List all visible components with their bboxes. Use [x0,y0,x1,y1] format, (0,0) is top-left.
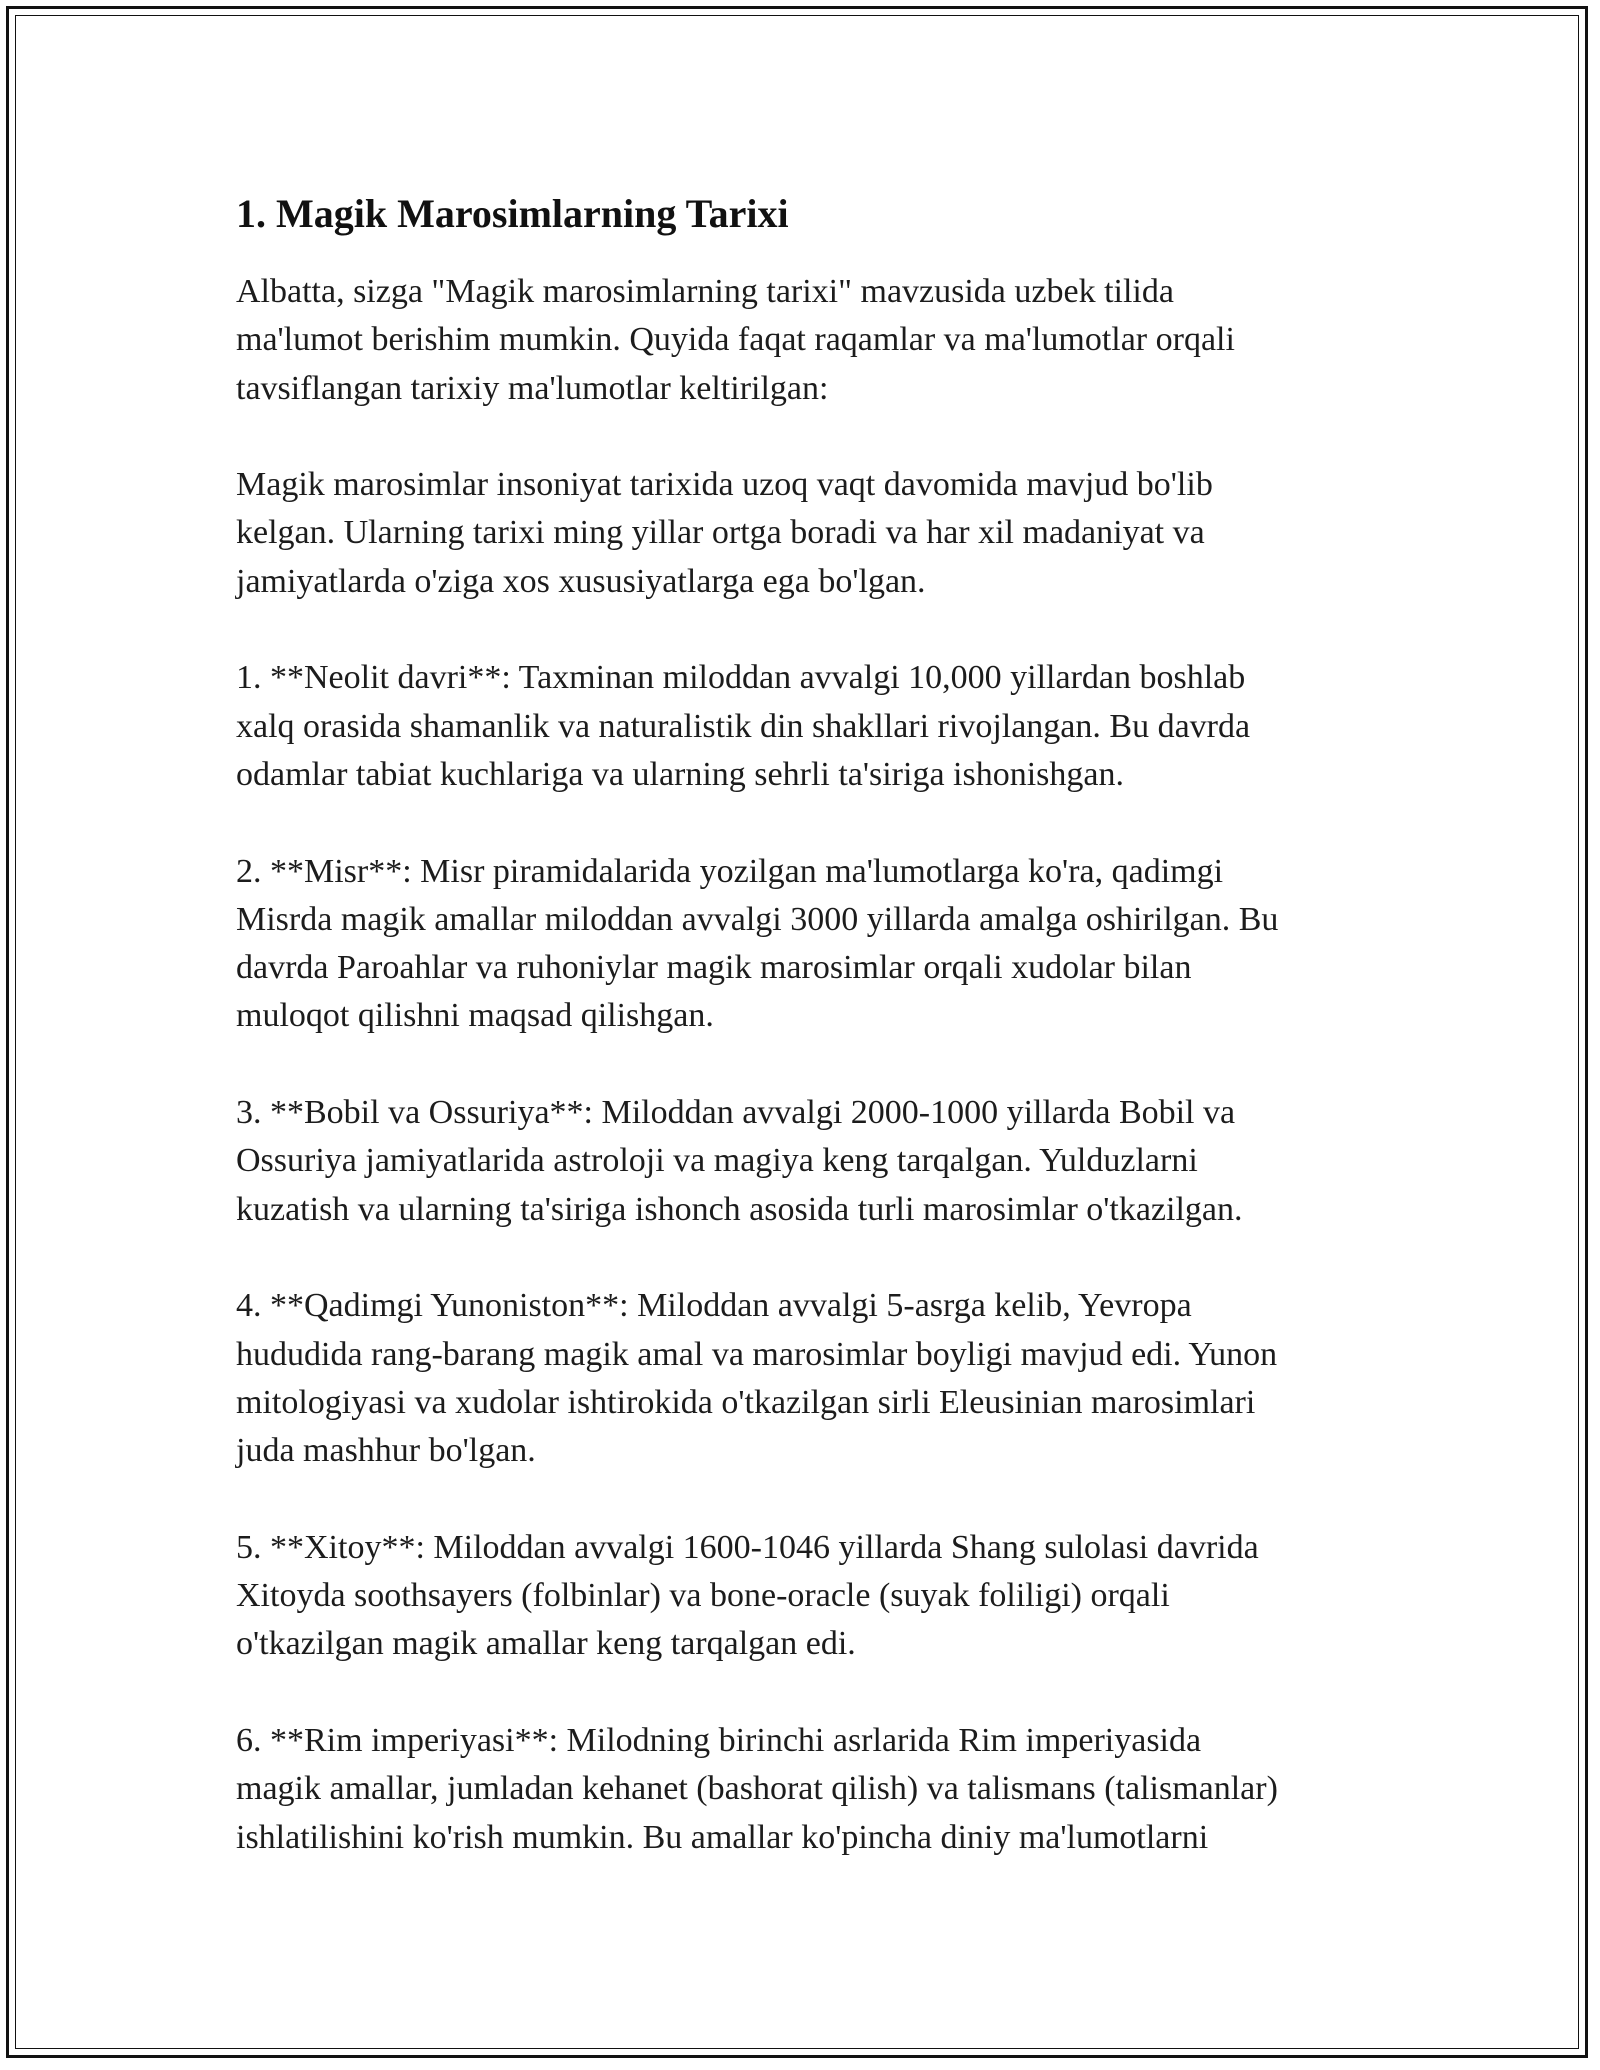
text-line: xalq orasida shamanlik va naturalistik din shakllari rivojlangan. Bu davrda [236,707,1251,745]
text-line: Misrda magik amallar miloddan avvalgi 3000 yillarda amalga oshirilgan. Bu [236,900,1279,938]
list-item-rome [236,1717,1386,1862]
text-line: 4. **Qadimgi Yunoniston**: Miloddan avvalgi 5-asrga kelib, Yevropa [236,1287,1192,1325]
list-item-china [236,1524,1386,1669]
text-line: Magik marosimlar insoniyat tarixida uzoq vaqt davomida mavjud bo'lib [236,466,1213,504]
text-line: davrda Paroahlar va ruhoniylar magik marosimlar orqali xudolar bilan [236,949,1192,987]
text-line: magik amallar, jumladan kehanet (bashorat qilish) va talismans (talismanlar) [236,1770,1278,1808]
text-line: Ossuriya jamiyatlarida astroloji va magiya keng tarqalgan. Yulduzlarni [236,1142,1198,1180]
document-title: 1. Magik Marosimlarning Tarixi [236,191,789,236]
document-body [236,186,1386,1910]
text-line: ishlatilishini ko'rish mumkin. Bu amallar ko'pincha diniy ma'lumotlarni [236,1818,1209,1856]
text-line: ma'lumot berishim mumkin. Quyida faqat raqamlar va ma'lumotlar orqali [236,321,1235,359]
text-line: tavsiflangan tarixiy ma'lumotlar keltirilgan: [236,369,829,407]
text-line: mitologiyasi va xudolar ishtirokida o'tkazilgan sirli Eleusinian marosimlari [236,1383,1256,1421]
text-line: kelgan. Ularning tarixi ming yillar ortga boradi va har xil madaniyat va [236,514,1205,552]
text-line: 2. **Misr**: Misr piramidalarida yozilgan ma'lumotlarga ko'ra, qadimgi [236,852,1224,890]
text-line: 3. **Bobil va Ossuriya**: Miloddan avvalgi 2000-1000 yillarda Bobil va [236,1094,1236,1132]
list-item-greece [236,1282,1386,1475]
text-line: hududida rang-barang magik amal va marosimlar boyligi mavjud edi. Yunon [236,1335,1278,1373]
text-line: jamiyatlarda o'ziga xos xususiyatlarga ega bo'lgan. [236,562,926,600]
text-line: muloqot qilishni maqsad qilishgan. [236,997,714,1035]
text-line: 1. **Neolit davri**: Taxminan miloddan avvalgi 10,000 yillardan boshlab [236,659,1246,697]
text-line: 6. **Rim imperiyasi**: Milodning birinchi asrlarida Rim imperiyasida [236,1721,1202,1759]
text-line: odamlar tabiat kuchlariga va ularning sehrli ta'siriga ishonishgan. [236,755,1124,793]
list-item-neolithic [236,654,1386,799]
text-line: o'tkazilgan magik amallar keng tarqalgan edi. [236,1625,856,1663]
text-line: Xitoyda soothsayers (folbinlar) va bone-oracle (suyak foliligi) orqali [236,1577,1170,1615]
paragraph-intro [236,268,1386,413]
text-line: 5. **Xitoy**: Miloddan avvalgi 1600-1046 yillarda Shang sulolasi davrida [236,1528,1259,1566]
paragraph-overview [236,461,1386,606]
list-item-babylon [236,1089,1386,1234]
text-line: kuzatish va ularning ta'siriga ishonch asosida turli marosimlar o'tkazilgan. [236,1190,1243,1228]
text-line: juda mashhur bo'lgan. [236,1432,536,1470]
list-item-egypt [236,848,1386,1041]
text-line: Albatta, sizga "Magik marosimlarning tarixi" mavzusida uzbek tilida [236,273,1174,310]
